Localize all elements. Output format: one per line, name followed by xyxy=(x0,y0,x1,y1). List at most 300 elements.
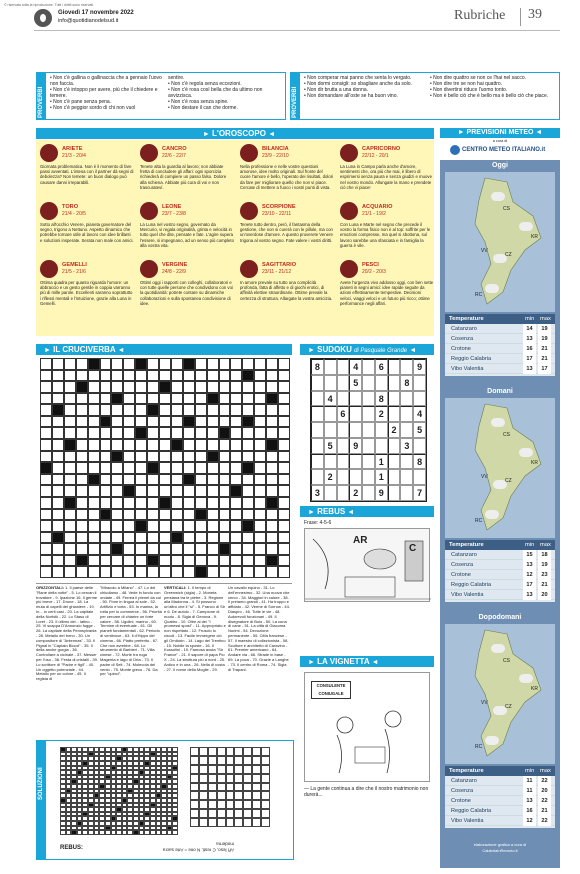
crossword-cell[interactable] xyxy=(183,566,195,578)
sudoku-cell[interactable]: 8 xyxy=(311,359,324,375)
crossword-cell[interactable] xyxy=(207,358,219,370)
crossword-cell[interactable] xyxy=(219,555,231,567)
crossword-cell[interactable] xyxy=(147,393,159,405)
sudoku-cell[interactable] xyxy=(388,469,401,485)
sudoku-cell[interactable] xyxy=(362,422,375,438)
crossword-cell[interactable] xyxy=(171,358,183,370)
crossword-cell[interactable] xyxy=(183,370,195,382)
sudoku-cell[interactable] xyxy=(311,454,324,470)
sudoku-cell[interactable] xyxy=(324,485,337,501)
crossword-cell[interactable] xyxy=(171,439,183,451)
crossword-cell[interactable] xyxy=(52,416,64,428)
crossword-cell[interactable] xyxy=(147,532,159,544)
crossword-cell[interactable] xyxy=(195,462,207,474)
sudoku-cell[interactable] xyxy=(388,359,401,375)
crossword-cell[interactable] xyxy=(195,451,207,463)
sudoku-cell[interactable] xyxy=(349,406,362,422)
crossword-cell[interactable] xyxy=(230,427,242,439)
crossword-cell[interactable] xyxy=(111,381,123,393)
crossword-cell[interactable] xyxy=(123,439,135,451)
crossword-cell[interactable] xyxy=(52,543,64,555)
crossword-cell[interactable] xyxy=(88,532,100,544)
sudoku-cell[interactable] xyxy=(324,422,337,438)
crossword-cell[interactable] xyxy=(76,358,88,370)
crossword-cell[interactable] xyxy=(147,451,159,463)
crossword-cell[interactable] xyxy=(242,474,254,486)
crossword-cell[interactable] xyxy=(219,566,231,578)
crossword-cell[interactable] xyxy=(266,462,278,474)
crossword-cell[interactable] xyxy=(147,416,159,428)
crossword-cell[interactable] xyxy=(88,485,100,497)
crossword-cell[interactable] xyxy=(111,532,123,544)
crossword-cell[interactable] xyxy=(147,555,159,567)
crossword-cell[interactable] xyxy=(207,520,219,532)
crossword-cell[interactable] xyxy=(64,381,76,393)
crossword-cell[interactable] xyxy=(135,497,147,509)
sudoku-cell[interactable]: 3 xyxy=(400,438,413,454)
crossword-cell[interactable] xyxy=(242,427,254,439)
crossword-cell[interactable] xyxy=(52,520,64,532)
crossword-cell[interactable] xyxy=(64,404,76,416)
crossword-cell[interactable] xyxy=(195,439,207,451)
sudoku-cell[interactable]: 6 xyxy=(375,359,388,375)
sudoku-cell[interactable] xyxy=(362,454,375,470)
sudoku-cell[interactable]: 9 xyxy=(349,438,362,454)
crossword-cell[interactable] xyxy=(123,555,135,567)
crossword-cell[interactable] xyxy=(195,543,207,555)
crossword-cell[interactable] xyxy=(64,427,76,439)
crossword-cell[interactable] xyxy=(195,485,207,497)
crossword-cell[interactable] xyxy=(207,497,219,509)
crossword-cell[interactable] xyxy=(171,555,183,567)
crossword-cell[interactable] xyxy=(76,509,88,521)
sudoku-cell[interactable] xyxy=(413,391,426,407)
crossword-cell[interactable] xyxy=(159,393,171,405)
crossword-cell[interactable] xyxy=(52,404,64,416)
crossword-cell[interactable] xyxy=(266,474,278,486)
crossword-cell[interactable] xyxy=(183,358,195,370)
crossword-cell[interactable] xyxy=(195,381,207,393)
crossword-cell[interactable] xyxy=(111,474,123,486)
crossword-cell[interactable] xyxy=(40,358,52,370)
sudoku-cell[interactable]: 7 xyxy=(413,485,426,501)
crossword-cell[interactable] xyxy=(76,416,88,428)
crossword-cell[interactable] xyxy=(278,393,290,405)
crossword-cell[interactable] xyxy=(64,451,76,463)
crossword-cell[interactable] xyxy=(123,451,135,463)
crossword-cell[interactable] xyxy=(195,427,207,439)
crossword-cell[interactable] xyxy=(207,462,219,474)
crossword-cell[interactable] xyxy=(254,532,266,544)
crossword-cell[interactable] xyxy=(123,358,135,370)
crossword-cell[interactable] xyxy=(242,497,254,509)
crossword-cell[interactable] xyxy=(147,370,159,382)
crossword-cell[interactable] xyxy=(266,532,278,544)
crossword-cell[interactable] xyxy=(111,485,123,497)
crossword-cell[interactable] xyxy=(171,416,183,428)
crossword-cell[interactable] xyxy=(266,358,278,370)
sudoku-cell[interactable] xyxy=(375,438,388,454)
crossword-cell[interactable] xyxy=(64,416,76,428)
crossword-cell[interactable] xyxy=(88,520,100,532)
sudoku-cell[interactable]: 4 xyxy=(324,391,337,407)
crossword-cell[interactable] xyxy=(219,451,231,463)
sudoku-cell[interactable] xyxy=(337,438,350,454)
crossword-cell[interactable] xyxy=(88,555,100,567)
crossword-cell[interactable] xyxy=(159,439,171,451)
crossword-cell[interactable] xyxy=(278,416,290,428)
crossword-cell[interactable] xyxy=(135,555,147,567)
crossword-cell[interactable] xyxy=(123,532,135,544)
crossword-cell[interactable] xyxy=(159,566,171,578)
crossword-cell[interactable] xyxy=(135,358,147,370)
crossword-cell[interactable] xyxy=(278,543,290,555)
crossword-cell[interactable] xyxy=(52,509,64,521)
sudoku-cell[interactable] xyxy=(400,406,413,422)
crossword-cell[interactable] xyxy=(52,532,64,544)
sudoku-cell[interactable] xyxy=(362,469,375,485)
crossword-cell[interactable] xyxy=(147,358,159,370)
crossword-cell[interactable] xyxy=(171,566,183,578)
crossword-cell[interactable] xyxy=(183,555,195,567)
sudoku-cell[interactable] xyxy=(362,438,375,454)
crossword-cell[interactable] xyxy=(123,566,135,578)
crossword-cell[interactable] xyxy=(40,451,52,463)
crossword-cell[interactable] xyxy=(266,520,278,532)
crossword-cell[interactable] xyxy=(278,520,290,532)
crossword-cell[interactable] xyxy=(159,427,171,439)
crossword-cell[interactable] xyxy=(266,404,278,416)
crossword-cell[interactable] xyxy=(123,485,135,497)
sudoku-cell[interactable]: 8 xyxy=(400,375,413,391)
crossword-cell[interactable] xyxy=(111,404,123,416)
crossword-cell[interactable] xyxy=(242,532,254,544)
crossword-cell[interactable] xyxy=(100,439,112,451)
crossword-cell[interactable] xyxy=(254,439,266,451)
crossword-cell[interactable] xyxy=(88,358,100,370)
crossword-cell[interactable] xyxy=(207,474,219,486)
crossword-cell[interactable] xyxy=(195,566,207,578)
sudoku-cell[interactable] xyxy=(324,454,337,470)
crossword-cell[interactable] xyxy=(111,566,123,578)
sudoku-cell[interactable]: 5 xyxy=(413,422,426,438)
crossword-cell[interactable] xyxy=(266,416,278,428)
crossword-cell[interactable] xyxy=(207,370,219,382)
crossword-cell[interactable] xyxy=(40,416,52,428)
crossword-cell[interactable] xyxy=(230,555,242,567)
sudoku-cell[interactable] xyxy=(324,375,337,391)
sudoku-cell[interactable]: 2 xyxy=(324,469,337,485)
crossword-cell[interactable] xyxy=(88,370,100,382)
crossword-cell[interactable] xyxy=(171,462,183,474)
crossword-cell[interactable] xyxy=(159,370,171,382)
crossword-cell[interactable] xyxy=(64,474,76,486)
sudoku-cell[interactable]: 8 xyxy=(375,391,388,407)
crossword-cell[interactable] xyxy=(242,393,254,405)
crossword-cell[interactable] xyxy=(100,404,112,416)
crossword-cell[interactable] xyxy=(171,427,183,439)
crossword-cell[interactable] xyxy=(278,474,290,486)
crossword-cell[interactable] xyxy=(171,404,183,416)
crossword-cell[interactable] xyxy=(159,358,171,370)
crossword-cell[interactable] xyxy=(100,393,112,405)
crossword-cell[interactable] xyxy=(76,520,88,532)
crossword-cell[interactable] xyxy=(147,439,159,451)
crossword-cell[interactable] xyxy=(278,462,290,474)
crossword-cell[interactable] xyxy=(254,393,266,405)
crossword-cell[interactable] xyxy=(64,485,76,497)
crossword-cell[interactable] xyxy=(123,497,135,509)
crossword-cell[interactable] xyxy=(171,497,183,509)
crossword-cell[interactable] xyxy=(171,381,183,393)
crossword-cell[interactable] xyxy=(207,451,219,463)
crossword-cell[interactable] xyxy=(123,509,135,521)
crossword-cell[interactable] xyxy=(219,439,231,451)
crossword-cell[interactable] xyxy=(52,393,64,405)
crossword-cell[interactable] xyxy=(135,370,147,382)
crossword-cell[interactable] xyxy=(183,393,195,405)
crossword-cell[interactable] xyxy=(242,509,254,521)
crossword-cell[interactable] xyxy=(254,358,266,370)
crossword-cell[interactable] xyxy=(88,451,100,463)
crossword-cell[interactable] xyxy=(254,427,266,439)
crossword-cell[interactable] xyxy=(123,543,135,555)
sudoku-cell[interactable] xyxy=(413,469,426,485)
crossword-cell[interactable] xyxy=(183,474,195,486)
crossword-cell[interactable] xyxy=(123,370,135,382)
sudoku-cell[interactable] xyxy=(413,438,426,454)
crossword-cell[interactable] xyxy=(230,532,242,544)
crossword-cell[interactable] xyxy=(159,509,171,521)
crossword-cell[interactable] xyxy=(40,543,52,555)
crossword-cell[interactable] xyxy=(147,404,159,416)
crossword-cell[interactable] xyxy=(195,474,207,486)
crossword-cell[interactable] xyxy=(76,566,88,578)
crossword-cell[interactable] xyxy=(111,451,123,463)
crossword-cell[interactable] xyxy=(171,485,183,497)
sudoku-cell[interactable]: 2 xyxy=(375,406,388,422)
crossword-cell[interactable] xyxy=(147,427,159,439)
crossword-cell[interactable] xyxy=(40,439,52,451)
crossword-cell[interactable] xyxy=(159,462,171,474)
crossword-cell[interactable] xyxy=(219,358,231,370)
crossword-cell[interactable] xyxy=(230,404,242,416)
crossword-cell[interactable] xyxy=(52,474,64,486)
crossword-cell[interactable] xyxy=(159,474,171,486)
crossword-cell[interactable] xyxy=(183,439,195,451)
crossword-cell[interactable] xyxy=(88,439,100,451)
crossword-cell[interactable] xyxy=(111,370,123,382)
crossword-cell[interactable] xyxy=(278,358,290,370)
crossword-cell[interactable] xyxy=(171,520,183,532)
crossword-cell[interactable] xyxy=(230,416,242,428)
crossword-cell[interactable] xyxy=(100,451,112,463)
crossword-cell[interactable] xyxy=(135,485,147,497)
crossword-cell[interactable] xyxy=(40,427,52,439)
crossword-cell[interactable] xyxy=(111,509,123,521)
crossword-cell[interactable] xyxy=(64,370,76,382)
crossword-cell[interactable] xyxy=(64,358,76,370)
sudoku-cell[interactable] xyxy=(324,359,337,375)
crossword-cell[interactable] xyxy=(219,520,231,532)
crossword-cell[interactable] xyxy=(135,532,147,544)
crossword-cell[interactable] xyxy=(230,393,242,405)
crossword-cell[interactable] xyxy=(88,404,100,416)
crossword-cell[interactable] xyxy=(100,520,112,532)
sudoku-cell[interactable] xyxy=(311,391,324,407)
crossword-cell[interactable] xyxy=(254,543,266,555)
crossword-cell[interactable] xyxy=(111,497,123,509)
crossword-cell[interactable] xyxy=(242,555,254,567)
crossword-cell[interactable] xyxy=(100,416,112,428)
crossword-cell[interactable] xyxy=(183,451,195,463)
crossword-cell[interactable] xyxy=(207,404,219,416)
crossword-cell[interactable] xyxy=(135,381,147,393)
crossword-cell[interactable] xyxy=(88,497,100,509)
crossword-cell[interactable] xyxy=(52,451,64,463)
crossword-cell[interactable] xyxy=(242,451,254,463)
crossword-cell[interactable] xyxy=(123,416,135,428)
sudoku-cell[interactable] xyxy=(375,375,388,391)
sudoku-cell[interactable] xyxy=(311,422,324,438)
crossword-cell[interactable] xyxy=(76,497,88,509)
crossword-cell[interactable] xyxy=(183,404,195,416)
crossword-cell[interactable] xyxy=(254,555,266,567)
crossword-cell[interactable] xyxy=(183,381,195,393)
sudoku-cell[interactable]: 5 xyxy=(324,438,337,454)
crossword-cell[interactable] xyxy=(266,439,278,451)
crossword-cell[interactable] xyxy=(52,370,64,382)
sudoku-cell[interactable] xyxy=(324,406,337,422)
crossword-cell[interactable] xyxy=(278,497,290,509)
crossword-cell[interactable] xyxy=(100,485,112,497)
sudoku-cell[interactable] xyxy=(337,359,350,375)
crossword-cell[interactable] xyxy=(147,462,159,474)
crossword-cell[interactable] xyxy=(147,485,159,497)
sudoku-cell[interactable] xyxy=(349,391,362,407)
crossword-cell[interactable] xyxy=(76,451,88,463)
sudoku-cell[interactable]: 1 xyxy=(375,454,388,470)
crossword-cell[interactable] xyxy=(219,381,231,393)
crossword-cell[interactable] xyxy=(266,451,278,463)
crossword-cell[interactable] xyxy=(88,427,100,439)
crossword-cell[interactable] xyxy=(40,462,52,474)
crossword-cell[interactable] xyxy=(40,566,52,578)
sudoku-cell[interactable] xyxy=(349,422,362,438)
crossword-cell[interactable] xyxy=(230,485,242,497)
crossword-cell[interactable] xyxy=(242,381,254,393)
sudoku-cell[interactable] xyxy=(400,391,413,407)
crossword-cell[interactable] xyxy=(230,520,242,532)
crossword-cell[interactable] xyxy=(123,474,135,486)
sudoku-cell[interactable] xyxy=(375,422,388,438)
sudoku-cell[interactable] xyxy=(337,469,350,485)
crossword-cell[interactable] xyxy=(171,509,183,521)
crossword-cell[interactable] xyxy=(88,509,100,521)
crossword-cell[interactable] xyxy=(254,520,266,532)
crossword-cell[interactable] xyxy=(76,474,88,486)
crossword-cell[interactable] xyxy=(207,381,219,393)
sudoku-cell[interactable] xyxy=(400,359,413,375)
crossword-cell[interactable] xyxy=(230,439,242,451)
sudoku-cell[interactable]: 1 xyxy=(375,469,388,485)
crossword-cell[interactable] xyxy=(219,543,231,555)
crossword-cell[interactable] xyxy=(159,451,171,463)
crossword-cell[interactable] xyxy=(76,462,88,474)
crossword-cell[interactable] xyxy=(278,485,290,497)
crossword-cell[interactable] xyxy=(88,381,100,393)
crossword-cell[interactable] xyxy=(88,393,100,405)
sudoku-cell[interactable] xyxy=(362,391,375,407)
crossword-cell[interactable] xyxy=(195,416,207,428)
crossword-cell[interactable] xyxy=(76,370,88,382)
crossword-cell[interactable] xyxy=(76,381,88,393)
crossword-cell[interactable] xyxy=(171,393,183,405)
crossword-cell[interactable] xyxy=(52,485,64,497)
crossword-cell[interactable] xyxy=(135,393,147,405)
crossword-cell[interactable] xyxy=(183,462,195,474)
sudoku-cell[interactable]: 2 xyxy=(349,485,362,501)
crossword-cell[interactable] xyxy=(230,509,242,521)
sudoku-cell[interactable] xyxy=(311,406,324,422)
crossword-cell[interactable] xyxy=(40,485,52,497)
crossword-cell[interactable] xyxy=(219,393,231,405)
crossword-cell[interactable] xyxy=(171,543,183,555)
crossword-cell[interactable] xyxy=(266,497,278,509)
crossword-cell[interactable] xyxy=(76,532,88,544)
crossword-cell[interactable] xyxy=(147,474,159,486)
crossword-cell[interactable] xyxy=(76,555,88,567)
crossword-cell[interactable] xyxy=(52,566,64,578)
crossword-cell[interactable] xyxy=(40,404,52,416)
crossword-cell[interactable] xyxy=(40,520,52,532)
sudoku-cell[interactable] xyxy=(311,375,324,391)
sudoku-cell[interactable] xyxy=(337,375,350,391)
crossword-cell[interactable] xyxy=(135,416,147,428)
sudoku-cell[interactable]: 6 xyxy=(337,406,350,422)
crossword-cell[interactable] xyxy=(183,543,195,555)
crossword-cell[interactable] xyxy=(76,393,88,405)
crossword-cell[interactable] xyxy=(159,543,171,555)
sudoku-cell[interactable] xyxy=(413,375,426,391)
sudoku-cell[interactable] xyxy=(362,406,375,422)
crossword-cell[interactable] xyxy=(278,555,290,567)
crossword-cell[interactable] xyxy=(40,532,52,544)
crossword-cell[interactable] xyxy=(135,451,147,463)
crossword-cell[interactable] xyxy=(40,381,52,393)
crossword-cell[interactable] xyxy=(52,381,64,393)
crossword-cell[interactable] xyxy=(100,370,112,382)
crossword-cell[interactable] xyxy=(123,404,135,416)
crossword-cell[interactable] xyxy=(254,485,266,497)
crossword-cell[interactable] xyxy=(266,427,278,439)
sudoku-cell[interactable]: 9 xyxy=(413,359,426,375)
crossword-cell[interactable] xyxy=(230,462,242,474)
crossword-cell[interactable] xyxy=(123,393,135,405)
crossword-cell[interactable] xyxy=(100,555,112,567)
sudoku-cell[interactable] xyxy=(400,485,413,501)
crossword-cell[interactable] xyxy=(207,555,219,567)
crossword-cell[interactable] xyxy=(159,532,171,544)
crossword-cell[interactable] xyxy=(100,427,112,439)
crossword-cell[interactable] xyxy=(254,462,266,474)
sudoku-cell[interactable]: 5 xyxy=(349,375,362,391)
crossword-cell[interactable] xyxy=(230,566,242,578)
crossword-cell[interactable] xyxy=(111,416,123,428)
crossword-cell[interactable] xyxy=(254,416,266,428)
crossword-cell[interactable] xyxy=(40,497,52,509)
crossword-cell[interactable] xyxy=(52,462,64,474)
